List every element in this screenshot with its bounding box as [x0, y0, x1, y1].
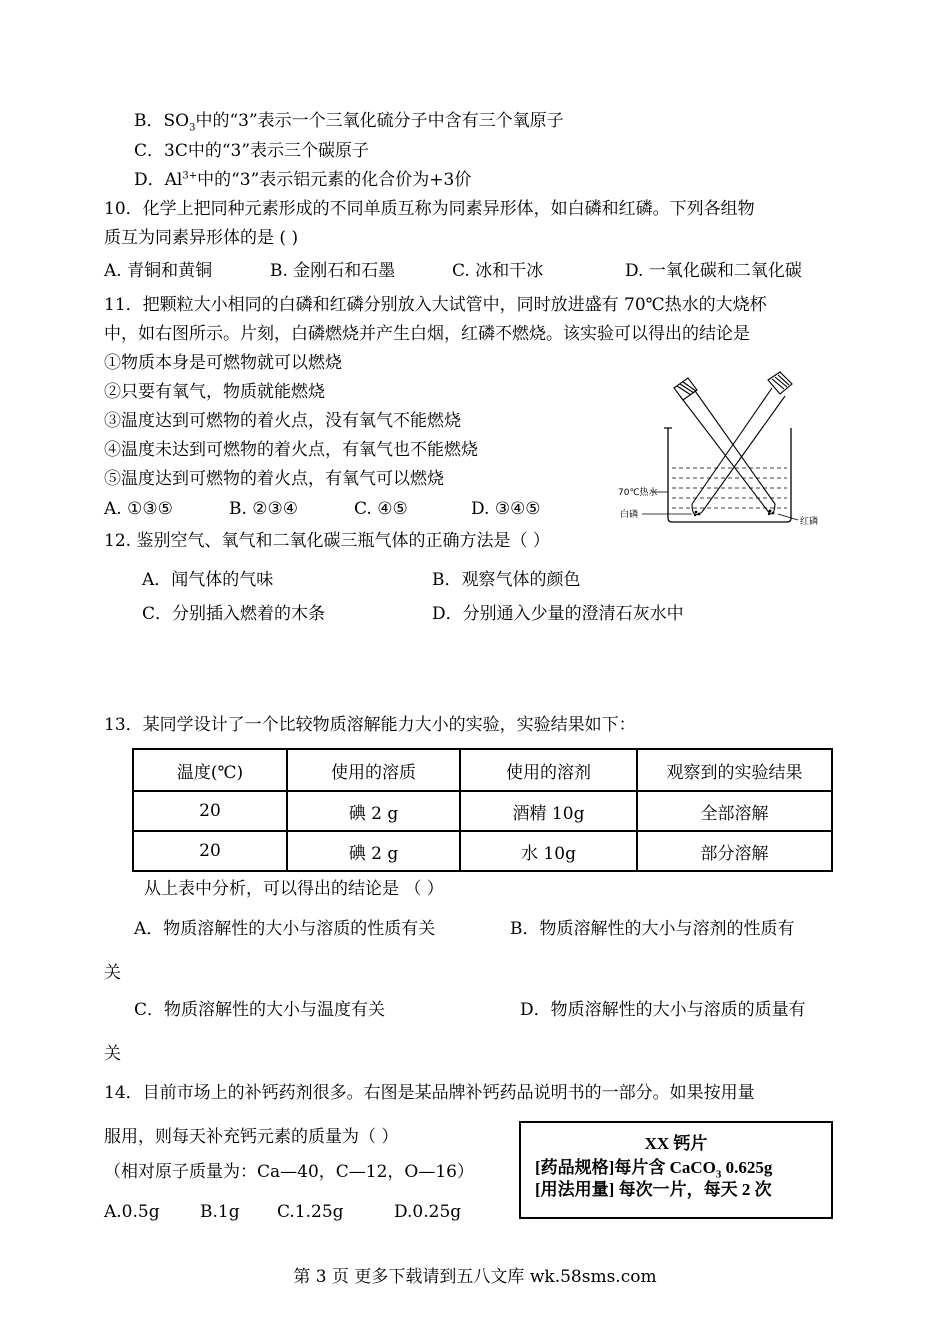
- table-row: [133, 791, 832, 831]
- table-cell: 部分溶解: [637, 831, 832, 871]
- q12-option-d: D．分别通入少量的澄清石灰水中: [432, 604, 684, 624]
- q12-option-c: C．分别插入燃着的木条: [142, 604, 326, 624]
- table-cell: 20: [133, 791, 287, 831]
- q11-statement-1: ①物质本身是可燃物就可以燃烧: [104, 353, 342, 373]
- q13-option-d-cont: 关: [104, 1044, 121, 1064]
- q13-option-a: A．物质溶解性的大小与溶质的性质有关: [134, 919, 436, 939]
- page-footer: 第 3 页 更多下载请到五八文库 wk.58sms.com: [293, 1267, 657, 1287]
- q10-option-b: B. 金刚石和石墨: [270, 261, 396, 281]
- q10-stem-line1: 10．化学上把同种元素形成的不同单质互称为同素异形体，如白磷和红磷。下列各组物: [104, 199, 755, 219]
- q11-stem-line1: 11．把颗粒大小相同的白磷和红磷分别放入大试管中，同时放进盛有 70℃热水的大烧杯: [104, 295, 767, 315]
- q13-prompt: 从上表中分析，可以得出的结论是 （ ）: [144, 879, 444, 899]
- q9-option-b: B．$SO_3$中的“3”表示一个三氧化硫分子中含有三个氧原子: [134, 111, 564, 134]
- q9-option-c: C．3C中的“3”表示三个碳原子: [134, 141, 370, 161]
- table-cell: 酒精 10g: [460, 791, 637, 831]
- q11-statement-3: ③温度达到可燃物的着火点，没有氧气不能燃烧: [104, 411, 461, 431]
- table-row: [133, 831, 832, 871]
- table-header: 使用的溶质: [287, 749, 460, 791]
- q11-option-d: D. ③④⑤: [471, 499, 541, 519]
- q14-stem-line1: 14．目前市场上的补钙药剂很多。右图是某品牌补钙药品说明书的一部分。如果按用量: [104, 1083, 755, 1103]
- q13-stem: 13．某同学设计了一个比较物质溶解能力大小的实验，实验结果如下：: [104, 715, 636, 735]
- table-header: 温度(℃): [133, 749, 287, 791]
- q11-option-b: B. ②③④: [229, 499, 299, 519]
- q10-stem-line2: 质互为同素异形体的是 ( ): [104, 228, 299, 248]
- q11-stem-line2: 中，如右图所示。片刻，白磷燃烧并产生白烟，红磷不燃烧。该实验可以得出的结论是: [104, 324, 750, 344]
- q11-option-c: C. ④⑤: [354, 499, 408, 519]
- q9-option-d: D．$Al^{3+}$中的“3”表示铝元素的化合价为+3价: [134, 170, 472, 190]
- table-header: 观察到的实验结果: [637, 749, 832, 791]
- q13-option-c: C．物质溶解性的大小与温度有关: [134, 1000, 386, 1020]
- q14-option-c: C.1.25g: [277, 1202, 344, 1222]
- q13-option-b: B．物质溶解性的大小与溶剂的性质有: [510, 919, 795, 939]
- table-header: 使用的溶剂: [460, 749, 637, 791]
- q11-option-a: A. ①③⑤: [104, 499, 173, 519]
- calcium-tablet-label-box: [519, 1121, 833, 1219]
- q11-statement-4: ④温度未达到可燃物的着火点，有氧气也不能燃烧: [104, 440, 478, 460]
- tablet-title: XX 钙片: [644, 1134, 708, 1153]
- q14-atomic-mass: （相对原子质量为：Ca—40，C—12，O—16）: [104, 1162, 474, 1182]
- solubility-table: [132, 748, 833, 872]
- red-phosphorus-label: 红磷: [800, 517, 819, 527]
- q12-stem: 12. 鉴别空气、氧气和二氧化碳三瓶气体的正确方法是（ ）: [104, 531, 550, 551]
- q11-statement-2: ②只要有氧气，物质就能燃烧: [104, 382, 325, 402]
- q10-option-d: D. 一氧化碳和二氧化碳: [625, 261, 802, 281]
- table-cell: 碘 2 g: [287, 791, 460, 831]
- table-cell: 水 10g: [460, 831, 637, 871]
- q14-option-d: D.0.25g: [394, 1202, 462, 1222]
- q12-option-a: A．闻气体的气味: [142, 570, 274, 590]
- white-phosphorus-label: 白磷: [620, 510, 639, 520]
- q13-option-d: D．物质溶解性的大小与溶质的质量有: [520, 1000, 806, 1020]
- tablet-spec: [药品规格]每片含 CaCO$_3$ 0.625g: [535, 1158, 773, 1181]
- q11-statement-5: ⑤温度达到可燃物的着火点，有氧气可以燃烧: [104, 469, 444, 489]
- beaker-test-tubes-figure: [618, 368, 832, 528]
- q10-option-c: C. 冰和干冰: [452, 261, 544, 281]
- q10-option-a: A. 青铜和黄铜: [104, 261, 213, 281]
- q14-option-b: B.1g: [200, 1202, 240, 1222]
- q14-stem-line2: 服用，则每天补充钙元素的质量为（ ）: [104, 1127, 399, 1147]
- table-cell: 碘 2 g: [287, 831, 460, 871]
- q12-option-b: B．观察气体的颜色: [432, 570, 581, 590]
- table-header-row: [133, 749, 832, 791]
- q14-option-a: A.0.5g: [104, 1202, 160, 1222]
- water-label: 70℃热水: [618, 488, 658, 498]
- tablet-usage: [用法用量] 每次一片，每天 2 次: [535, 1180, 772, 1199]
- table-cell: 20: [133, 831, 287, 871]
- table-cell: 全部溶解: [637, 791, 832, 831]
- q13-option-b-cont: 关: [104, 963, 121, 983]
